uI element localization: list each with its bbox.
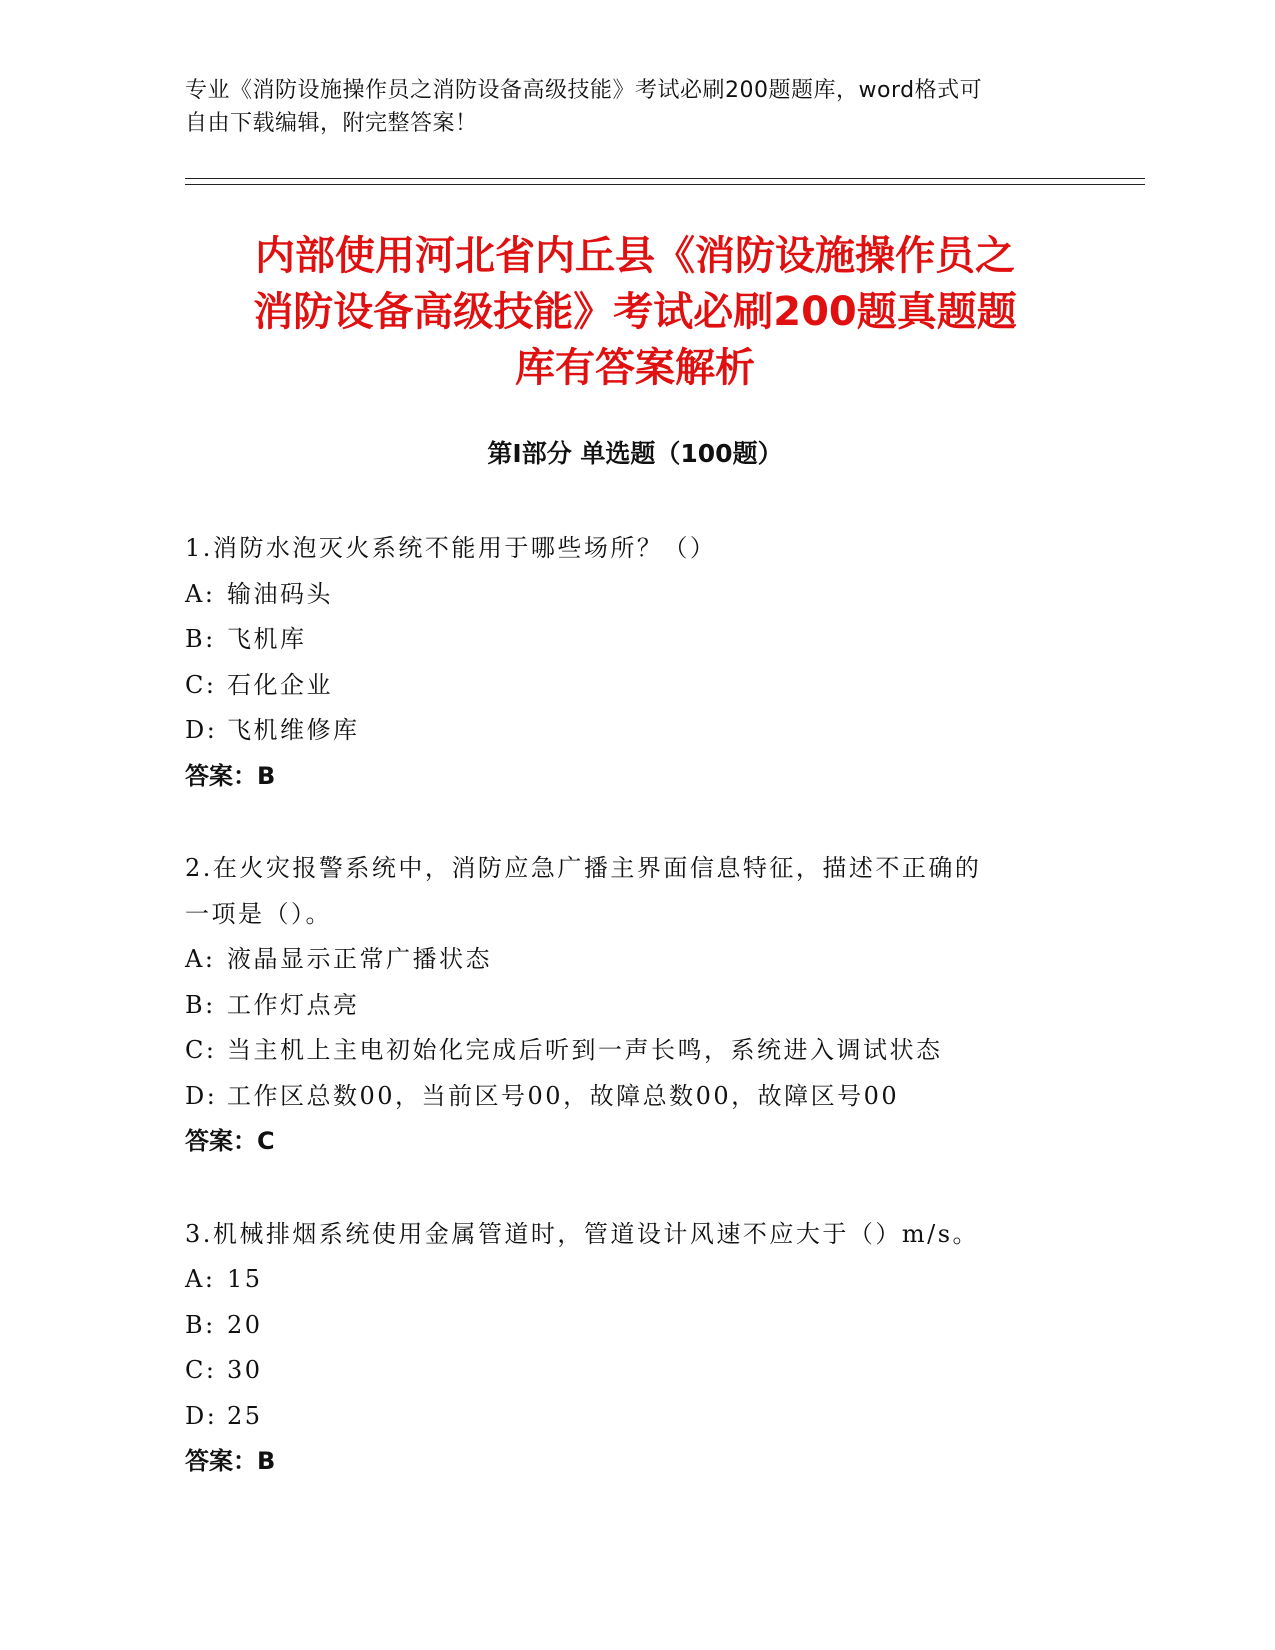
option-c (185, 1028, 1085, 1074)
intro-line-2: 自由下载编辑，附完整答案！ (185, 111, 478, 136)
option-a (185, 937, 1085, 983)
question-3 (185, 1212, 1085, 1485)
option-c (185, 1348, 1085, 1394)
option-text: 石化企业 (227, 670, 333, 699)
document-intro (185, 74, 1065, 140)
option-letter: A: (185, 579, 216, 608)
option-b (185, 983, 1085, 1029)
header-divider-bottom (185, 184, 1145, 185)
question-list (185, 526, 1085, 1532)
option-letter: B: (185, 990, 216, 1019)
option-letter: C: (185, 1036, 217, 1064)
question-stem: 1.消防水泡灭火系统不能用于哪些场所？（） (185, 534, 717, 562)
option-text: 飞机库 (227, 625, 307, 653)
option-letter: C: (185, 670, 217, 699)
option-letter: D: (185, 1081, 218, 1110)
option-text: 工作区总数00，当前区号00，故障总数00，故障区号00 (227, 1081, 900, 1110)
document-title (185, 228, 1085, 396)
option-text: 30 (227, 1356, 263, 1384)
title-line-3: 库有答案解析 (515, 345, 755, 391)
question-stem: 2.在火灾报警系统中，消防应急广播主界面信息特征，描述不正确的 (185, 854, 982, 882)
option-letter: A: (185, 1265, 216, 1293)
option-text: 飞机维修库 (227, 716, 360, 744)
section-title: 第Ⅰ部分 单选题（100题） (487, 439, 783, 468)
option-text: 15 (227, 1265, 263, 1293)
option-b (185, 617, 1085, 663)
title-line-1: 内部使用河北省内丘县《消防设施操作员之 (255, 233, 1015, 279)
option-b (185, 1303, 1085, 1349)
option-letter: B: (185, 1310, 216, 1339)
option-a (185, 572, 1085, 618)
option-d (185, 1074, 1085, 1120)
answer-line: 答案：B (185, 761, 276, 790)
option-text: 20 (227, 1310, 263, 1339)
answer-line: 答案：C (185, 1127, 275, 1155)
question-stem-continued: 一项是（）。 (185, 899, 332, 928)
question-stem: 3.机械排烟系统使用金属管道时，管道设计风速不应大于（）m/s。 (185, 1219, 980, 1248)
option-letter: C: (185, 1356, 217, 1384)
answer-line: 答案：B (185, 1447, 276, 1475)
option-c (185, 663, 1085, 709)
question-2 (185, 846, 1085, 1165)
header-divider-top (185, 178, 1145, 179)
option-letter: A: (185, 945, 216, 973)
option-text: 25 (227, 1401, 263, 1430)
question-1 (185, 526, 1085, 799)
option-text: 输油码头 (227, 579, 333, 608)
option-letter: D: (185, 716, 218, 744)
option-text: 当主机上主电初始化完成后听到一声长鸣，系统进入调试状态 (227, 1036, 943, 1064)
intro-line-1: 专业《消防设施操作员之消防设备高级技能》考试必刷200题题库，word格式可 (185, 78, 983, 103)
option-text: 工作灯点亮 (227, 990, 360, 1019)
title-line-2: 消防设备高级技能》考试必刷200题真题题 (253, 289, 1017, 335)
option-a (185, 1257, 1085, 1303)
option-letter: B: (185, 625, 216, 653)
option-text: 液晶显示正常广播状态 (227, 945, 492, 973)
option-d (185, 1394, 1085, 1440)
option-d (185, 708, 1085, 754)
option-letter: D: (185, 1401, 218, 1430)
